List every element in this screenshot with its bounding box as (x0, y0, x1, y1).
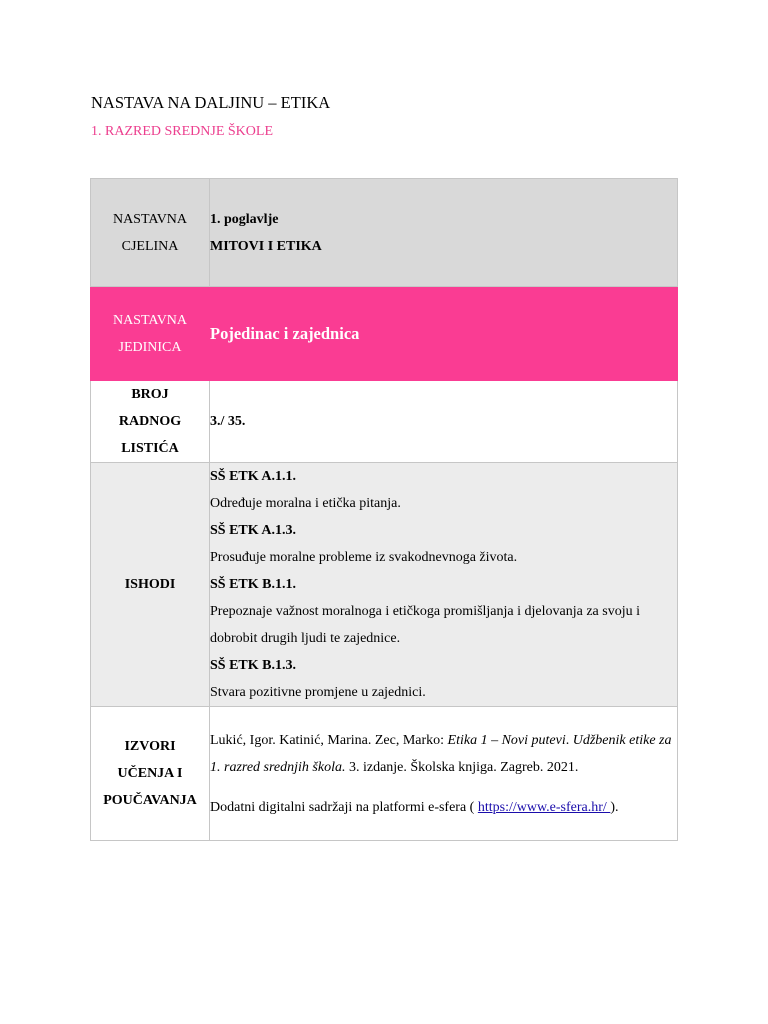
edition: 3. izdanje. Školska knjiga. Zagreb. 2021. (345, 759, 579, 775)
separator: . (565, 732, 573, 748)
digital-prefix: Dodatni digitalni sadržaji na platformi e-sfera ( (210, 799, 478, 815)
label-line: CJELINA (121, 238, 179, 254)
chapter-number: 1. poglavlje (210, 211, 279, 227)
outcome-code: SŠ ETK B.1.3. (210, 658, 296, 673)
outcome-text: Prepoznaje važnost moralnoga i etičkoga promišljanja i djelovanja za svoju i dobrobit drugih ljudi te zajednice. (210, 604, 640, 646)
authors: Lukić, Igor. Katinić, Marina. Zec, Marko: (210, 732, 448, 748)
label-line: POUČAVANJA (103, 793, 197, 808)
document-subtitle: 1. RAZRED SREDNJE ŠKOLE (91, 124, 274, 139)
label-line: IZVORI (124, 739, 176, 754)
value-nastavna-cjelina (210, 179, 678, 287)
label-broj-radnog-listica (91, 381, 210, 463)
outcome-code: SŠ ETK A.1.3. (210, 523, 296, 538)
label-izvori (91, 707, 210, 841)
value-broj-radnog-listica: 3./ 35. (210, 381, 678, 463)
row-nastavna-jedinica (91, 287, 678, 381)
lesson-info-table (90, 178, 678, 841)
document-title: NASTAVA NA DALJINU – ETIKA (91, 93, 331, 112)
row-nastavna-cjelina (91, 179, 678, 287)
book-title: Etika 1 – Novi putevi (447, 732, 566, 748)
outcome-text: Prosuđuje moralne probleme iz svakodnevnoga života. (210, 550, 518, 565)
outcome-code: SŠ ETK B.1.1. (210, 577, 296, 592)
e-sfera-link[interactable]: https://www.e-sfera.hr/ (477, 799, 611, 815)
value-ishodi (210, 463, 678, 707)
outcome-text: Određuje moralna i etička pitanja. (210, 496, 401, 511)
label-line: BROJ (131, 387, 169, 402)
label-line: JEDINICA (118, 339, 182, 355)
spacer (210, 781, 677, 794)
label-nastavna-jedinica (91, 287, 210, 381)
outcome-text: Stvara pozitivne promjene u zajednici. (210, 685, 426, 700)
digital-content (210, 794, 677, 821)
label-line: LISTIĆA (121, 441, 179, 456)
digital-suffix: ). (610, 799, 619, 815)
label-nastavna-cjelina (91, 179, 210, 287)
chapter-title: MITOVI I ETIKA (210, 238, 322, 254)
value-izvori (210, 707, 678, 841)
textbook-reference (210, 727, 677, 781)
label-line: NASTAVNA (112, 312, 188, 328)
label-line: UČENJA I (117, 766, 183, 781)
label-line: RADNOG (118, 414, 182, 429)
label-line: NASTAVNA (112, 211, 188, 227)
label-ishodi: ISHODI (91, 463, 210, 707)
row-broj-radnog-listica (91, 381, 678, 463)
row-ishodi (91, 463, 678, 707)
outcome-code: SŠ ETK A.1.1. (210, 469, 296, 484)
value-nastavna-jedinica: Pojedinac i zajednica (210, 287, 678, 381)
book-subtitle: Udžbenik etike za 1. razred srednjih škola. (210, 732, 672, 775)
row-izvori (91, 707, 678, 841)
